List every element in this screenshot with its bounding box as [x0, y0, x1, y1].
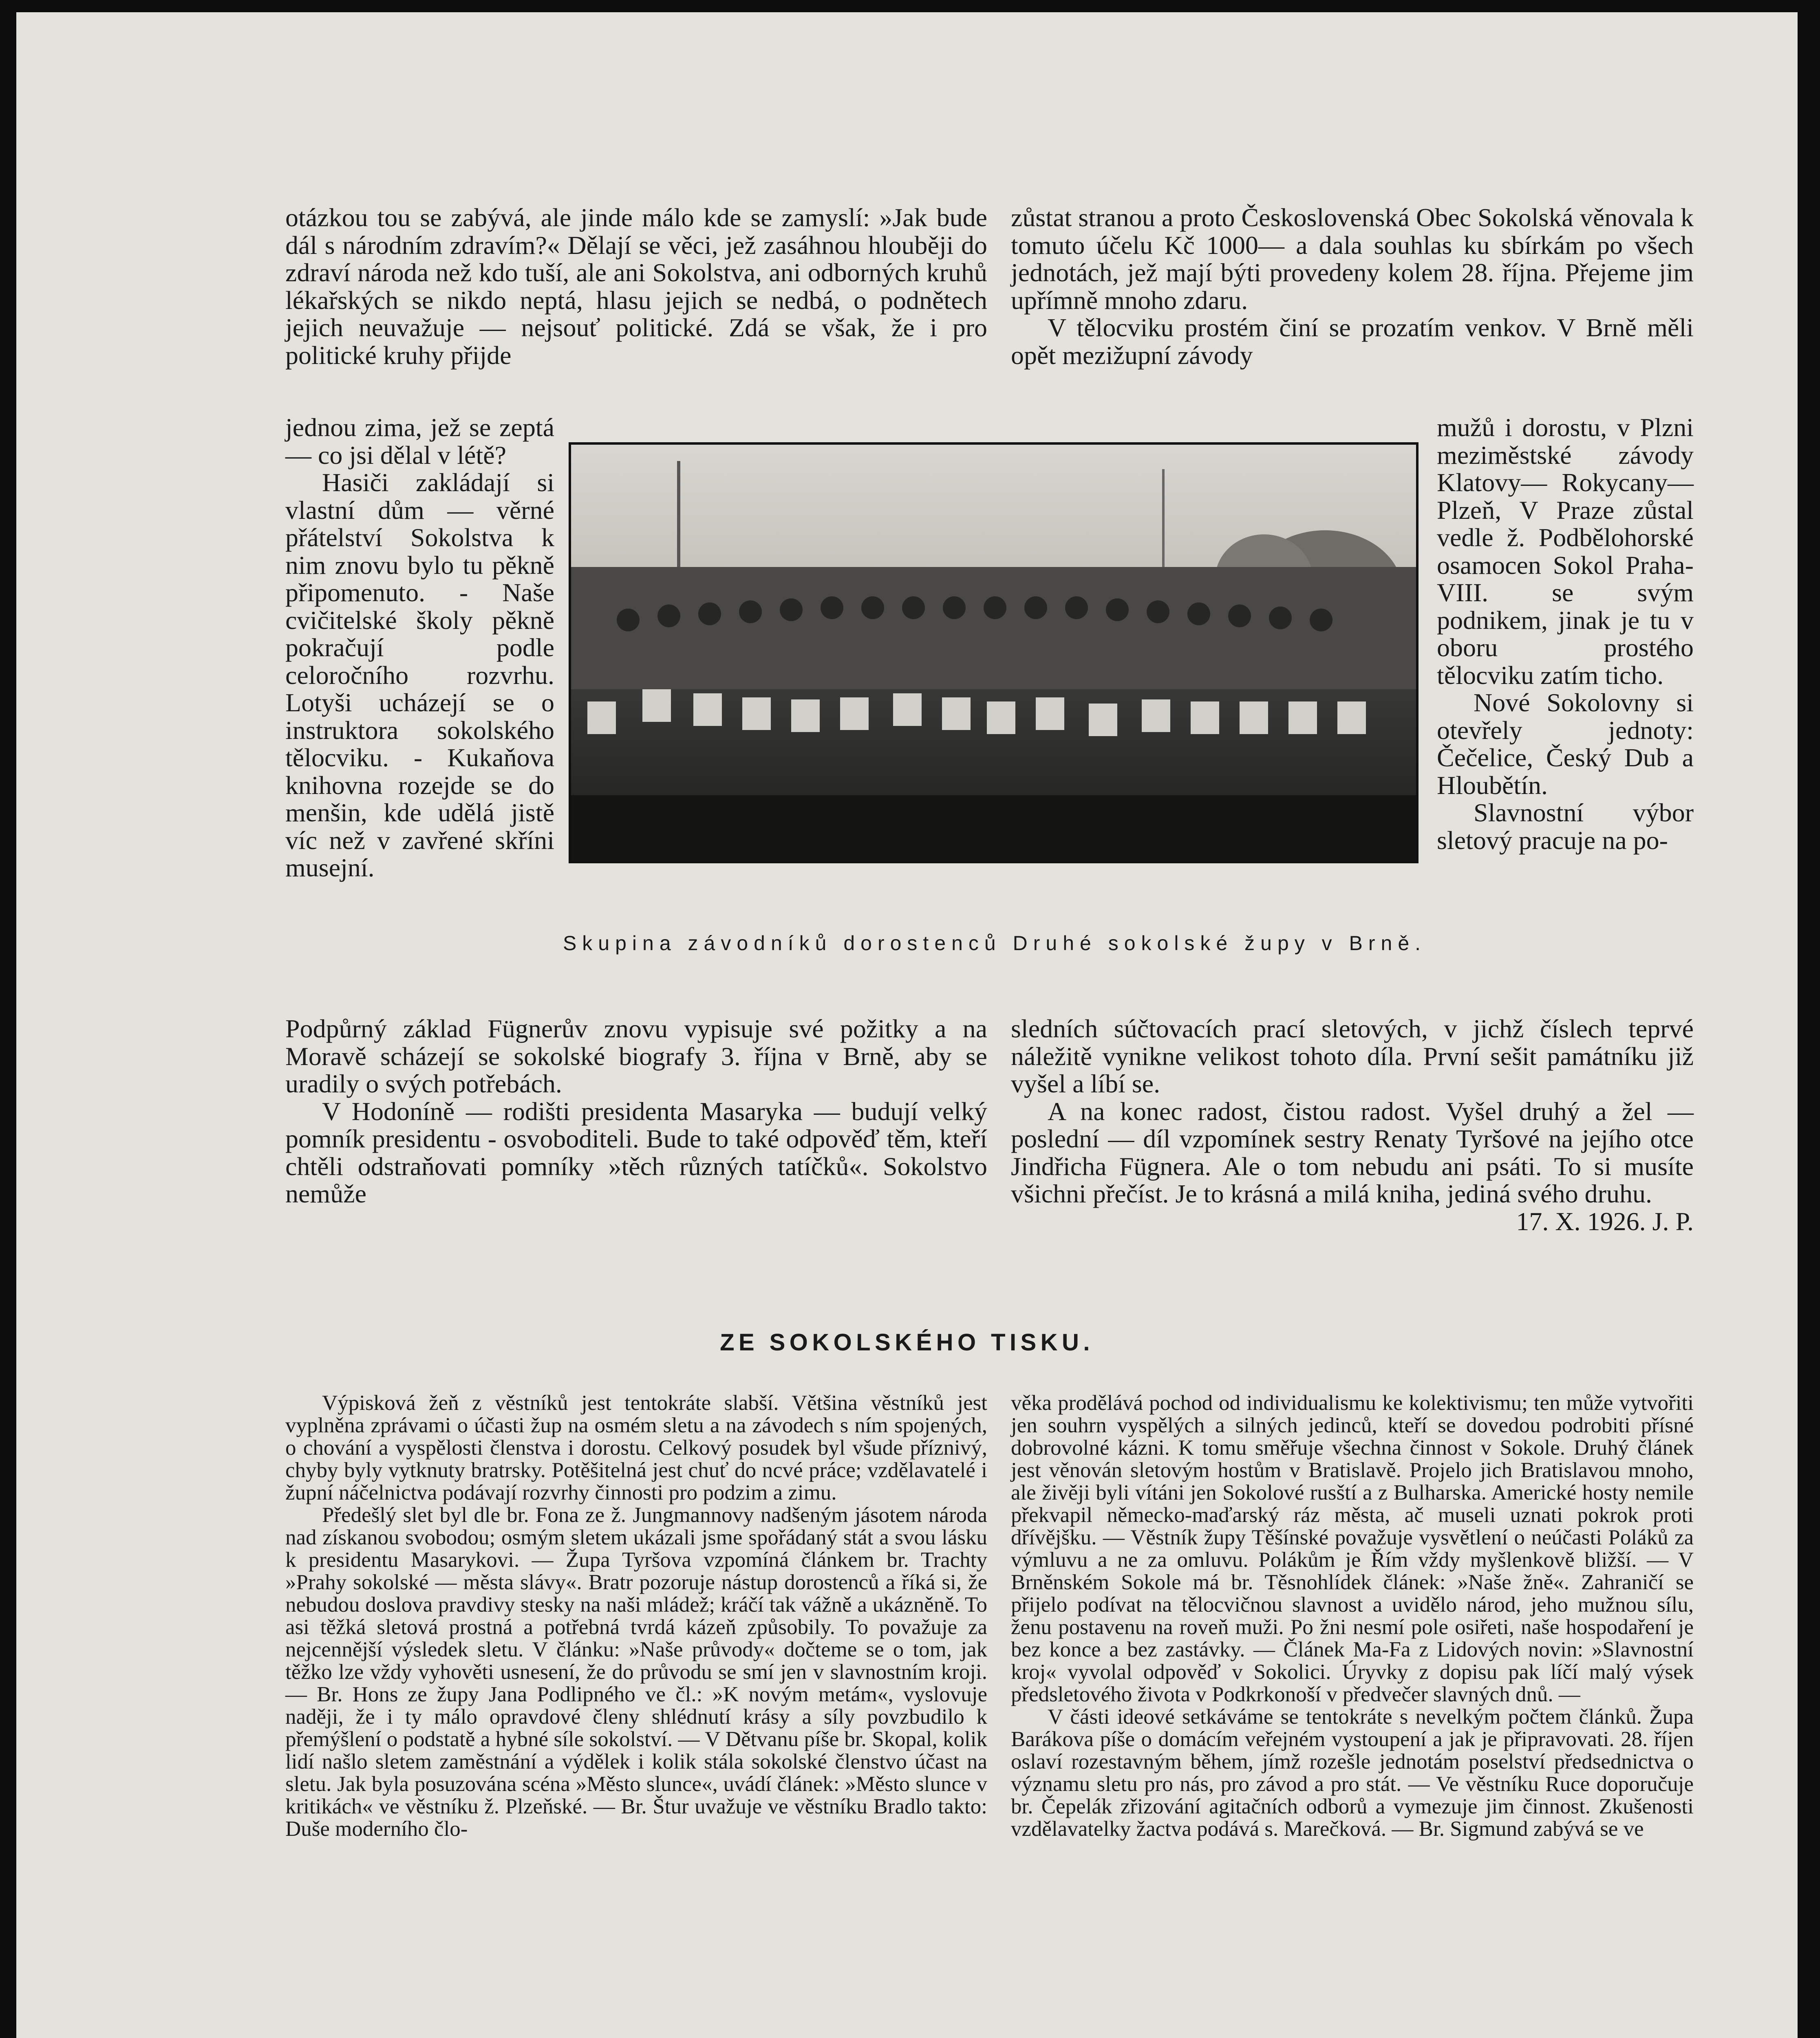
paragraph: Nové Sokolovny si otevřely jednoty: Čečelice, Český Dub a Hloubětín. — [1437, 688, 1694, 800]
paragraph: V Hodoníně — rodišti presidenta Masaryka — budují velký pomník presidentu - osvoboditeli. Bude to také odpověď těm, kteří chtěli odstraňovati pomníky »těch různých tatíčků«. Sokolstvo nemůže — [285, 1096, 987, 1208]
paragraph: V části ideové setkáváme se tentokráte s nevelkým počtem článků. Župa Barákova píše o domácím veřejném vystoupení a jak je připravovati. 28. říjen oslaví rozestavným během, jímž rozešle jednotám poselství předsednictva o významu sletu pro nás, pro závod a pro stát. — Ve věstníku Ruce doporučuje br. Čepelák zřizování agitačních odborů a vymezuje jim činnost. Zkušenosti vzdělavatelky žactva podává s. Marečková. — Br. Sigmund zabývá se ve — [1011, 1705, 1694, 1841]
paragraph: otázkou tou se zabývá, ale jinde málo kde se zamyslí: »Jak bude dál s národním zdravím?« Dělají se věci, jež zasáhnou hlouběji do zdraví národa než kdo tuší, ale ani Sokolstva, ani odborných kruhů lékařských se nikdo neptá, hlasu jejich se nedbá, o podnětech jejich neuvažuje — nejsouť politické. Zdá se však, že i pro politické kruhy přijde — [285, 203, 987, 370]
paragraph: Předešlý slet byl dle br. Fona ze ž. Jungmannovy nadšeným jásotem národa nad získanou svobodou; osmým sletem ukázali jsme spořádaný stát a svou lásku k presidentu Masarykovi. — Župa Tyršova vzpomíná článkem br. Trachty »Prahy sokolské — města slávy«. Bratr pozoruje nástup dorostenců a říká si, že nebudou doslova pravdivy stesky na naši mládež; kráčí tak vážně a ukázněně. To asi těžká sletová prostná a potřebná tvrdá kázeň způsobily. To považuje za nejcennější výsledek sletu. V článku: »Naše průvody« dočteme se o tom, jak těžko lze vždy vyhověti usnesení, že do průvodu se smí jen v slavnostním kroji. — Br. Hons ze župy Jana Podlipného ve čl.: »K novým metám«, vyslovuje naději, že i ty málo opravdové členy shlédnutí krásy a síly povzbudilo k přemýšlení o podstatě a hybné síle sokolství. — V Dětvanu píše br. Skopal, kolik lidí našlo sletem zaměstnání a výdělek i kolik stála sokolské členstvo účast na sletu. Jak byla posuzována scéna »Město slunce«, uvádí článek: »Město slunce v kritikách« ve věstníku ž. Plzeňské. — Br. Štur uvažuje ve věstníku Bradlo takto: Duše moderního člo- — [285, 1503, 987, 1841]
right-column-mid — [1011, 1015, 1694, 1235]
left-side-column — [285, 414, 554, 882]
paragraph: Podpůrný základ Fügnerův znovu vypisuje své požitky a na Moravě scházejí se sokolské biografy 3. října v Brně, aby se uradily o svých potřebách. — [285, 1014, 987, 1098]
group-photo — [569, 442, 1418, 863]
paragraph: jednou zima, jež se zeptá — co jsi dělal v létě? — [285, 413, 554, 470]
left-column-bottom — [285, 1392, 987, 1840]
paragraph: Výpisková žeň z věstníků jest tentokráte slabší. Většina věstníků jest vyplněna zprávami o účasti žup na osmém sletu a na závodech s ním spojených, o chování a vyspělosti členstva i dorostu. Celkový posudek byl všude příznivý, chyby byly vytknuty bratrsky. Potěšitelná jest chuť do ncvé práce; vzdělavatelé i župní náčelnictva podávají rozvrhy činnosti pro podzim a zimu. — [285, 1391, 987, 1504]
left-column-mid — [285, 1015, 987, 1208]
paragraph: věka prodělává pochod od individualismu ke kolektivismu; ten může vytvořiti jen souhrn vyspělých a silných jedinců, kteří se dovedou podrobiti přísné dobrovolné kázni. K tomu směřuje všechna činnost v Sokole. Druhý článek jest věnován sletovým hostům v Bratislavě. Projelo jich Bratislavou mnoho, ale živěji byli vítáni jen Sokolové rusští a z Bulharska. Americké hosty nemile překvapil německo-maďarský ráz města, ač museli uznati pokrok proti dřívějšku. — Věstník župy Těšínské považuje vysvětlení o neúčasti Poláků za výmluvu a ne za omluvu. Polákům je Řím vždy myšlenkově bližší. — V Brněnském Sokole má br. Těsnohlídek článek: »Naše žně«. Zahraničí se přijelo podívat na tělocvičnou slavnost a uvidělo národ, jeho mužnou sílu, ženu postavenu na roveň muži. Po žni nesmí pole osiřeti, naše hospodaření je bez konce a bez zastávky. — Článek Ma-Fa z Lidových novin: »Slavnostní kroj« vyvolal odpověď v Sokolici. Úryvky z dopisu pak líčí malý výsek předsletového života v Podkrkonoší v předvečer slavných dnů. — — [1011, 1391, 1694, 1706]
signature: 17. X. 1926. J. P. — [1516, 1206, 1694, 1236]
paragraph: Hasiči zakládají si vlastní dům — věrné přátelství Sokolstva k nim znovu bylo tu pěkně připomenuto. - Naše cvičitelské školy pěkně pokračují podle celoročního rozvrhu. Lotyši ucházejí se o instruktora sokolského tělocviku. - Kukaňova knihovna rozejde se do menšin, kde udělá jistě víc než v zavřené skříni musejní. — [285, 468, 554, 882]
right-column-top — [1011, 204, 1694, 369]
section-heading: ZE SOKOLSKÉHO TISKU. — [720, 1329, 1094, 1356]
athletes-photo-illustration — [571, 445, 1416, 861]
paragraph: mužů i dorostu, v Plzni meziměstské závody Klatovy— Rokycany—Plzeň, V Praze zůstal vedle ž. Podbělohorské osamocen Sokol Praha-VIII. se svým podnikem, jinak je tu v oboru prostého tělocviku zatím ticho. — [1437, 413, 1694, 690]
right-column-bottom — [1011, 1392, 1694, 1840]
paragraph: sledních súčtovacích prací sletových, v jichž číslech teprvé náležitě vynikne velikost tohoto díla. První sešit památníku již vyšel a líbí se. — [1011, 1014, 1694, 1098]
page — [16, 12, 1798, 2038]
paragraph: Slavnostní výbor sletový pracuje na po- — [1437, 798, 1694, 855]
paragraph: zůstat stranou a proto Československá Obec Sokolská věnovala k tomuto účelu Kč 1000— a dala souhlas ku sbírkám po všech jednotách, jež mají býti provedeny kolem 28. října. Přejeme jim upřímně mnoho zdaru. — [1011, 203, 1694, 315]
paragraph: A na konec radost, čistou radost. Vyšel druhý a žel — poslední — díl vzpomínek sestry Renaty Tyršové na jejího otce Jindřicha Fügnera. Ale o tom nebudu ani psáti. To si musíte všichni přečíst. Je to krásná a milá kniha, jediná svého druhu. — [1011, 1096, 1694, 1208]
right-side-column — [1437, 414, 1694, 854]
left-column-top — [285, 204, 987, 369]
photo-caption: Skupina závodníků dorostenců Druhé sokolské župy v Brně. — [563, 932, 1427, 955]
paragraph: V tělocviku prostém činí se prozatím venkov. V Brně měli opět mezižupní závody — [1011, 313, 1694, 370]
